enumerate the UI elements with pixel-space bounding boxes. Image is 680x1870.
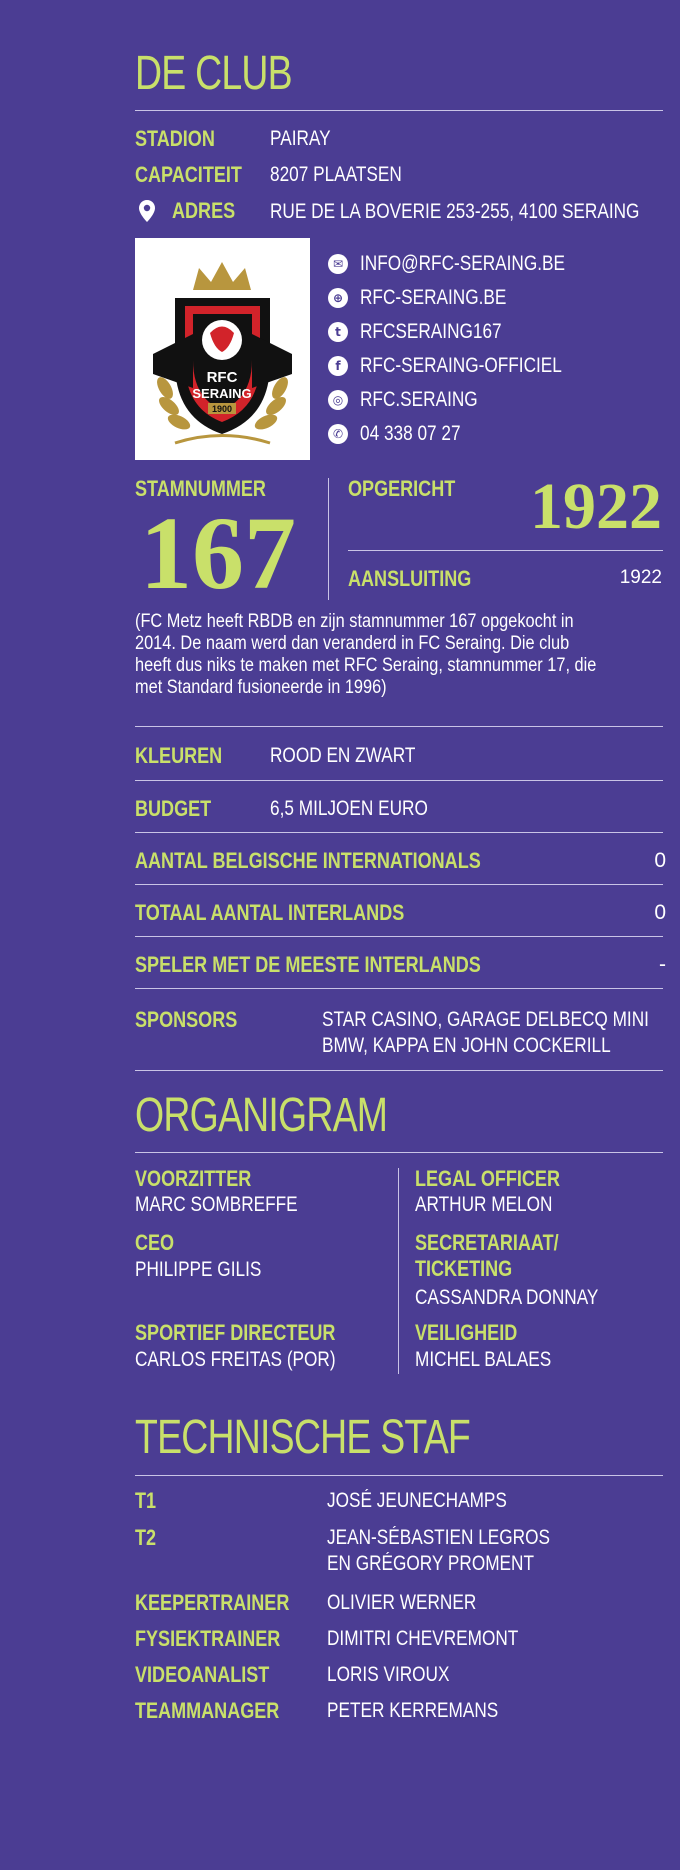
videoanalist-label: VIDEOANALIST xyxy=(135,1662,270,1687)
section-title-club: DE CLUB xyxy=(135,47,292,100)
capaciteit-label: CAPACITEIT xyxy=(135,162,242,187)
location-pin-icon xyxy=(137,199,157,223)
internationals-label: AANTAL BELGISCHE INTERNATIONALS xyxy=(135,848,481,873)
stamnummer-note: (FC Metz heeft RBDB en zijn stamnummer 167 opgekocht in 2014. De naam werd dan veranderd in FC Seraing. Die club heeft dus niks te maken met RFC Seraing, stamnummer 17, die met Standard fusioneerde in 1996) xyxy=(135,611,597,698)
kleuren-label: KLEUREN xyxy=(135,743,223,768)
contact-facebook-text: RFC-SERAING-OFFICIEL xyxy=(360,354,562,377)
stadion-label: STADION xyxy=(135,126,215,151)
opgericht-value: 1922 xyxy=(530,470,662,543)
club-logo xyxy=(135,238,310,460)
teammanager-label: TEAMMANAGER xyxy=(135,1698,280,1723)
voorzitter-label: VOORZITTER xyxy=(135,1166,252,1191)
veiligheid-value: MICHEL BALAES xyxy=(415,1348,552,1371)
contact-phone[interactable] xyxy=(328,419,483,449)
divider xyxy=(135,936,663,937)
t1-label: T1 xyxy=(135,1488,157,1513)
videoanalist-value: LORIS VIROUX xyxy=(327,1663,450,1686)
budget-label: BUDGET xyxy=(135,796,212,821)
contact-instagram-text: RFC.SERAING xyxy=(360,388,478,411)
kleuren-value: ROOD EN ZWART xyxy=(270,744,416,767)
interlands-label: TOTAAL AANTAL INTERLANDS xyxy=(135,900,405,925)
meeste-interlands-label: SPELER MET DE MEESTE INTERLANDS xyxy=(135,952,481,977)
divider xyxy=(135,1475,663,1476)
divider xyxy=(135,780,663,781)
veiligheid-label: VEILIGHEID xyxy=(415,1320,518,1345)
divider xyxy=(135,110,663,111)
contact-website-text: RFC-SERAING.BE xyxy=(360,286,507,309)
legal-officer-label: LEGAL OFFICER xyxy=(415,1166,560,1191)
interlands-value: 0 xyxy=(654,901,666,924)
divider xyxy=(348,550,663,551)
voorzitter-value: MARC SOMBREFFE xyxy=(135,1193,298,1216)
divider xyxy=(135,1070,663,1071)
sponsors-line-2: BMW, KAPPA EN JOHN COCKERILL xyxy=(322,1034,611,1057)
section-title-organigram: ORGANIGRAM xyxy=(135,1089,388,1142)
divider xyxy=(135,1152,663,1153)
aansluiting-value: 1922 xyxy=(619,567,662,588)
vertical-divider xyxy=(328,478,329,600)
keepertrainer-value: OLIVIER WERNER xyxy=(327,1591,477,1614)
contact-facebook[interactable] xyxy=(328,351,606,381)
sportief-directeur-label: SPORTIEF DIRECTEUR xyxy=(135,1320,336,1345)
email-icon: ✉ xyxy=(328,254,348,274)
globe-icon: ⊕ xyxy=(328,288,348,308)
logo-text-seraing: SERAING xyxy=(192,386,252,401)
contact-twitter-text: RFCSERAING167 xyxy=(360,320,502,343)
ceo-value: PHILIPPE GILIS xyxy=(135,1258,262,1281)
ceo-label: CEO xyxy=(135,1230,175,1255)
adres-label: ADRES xyxy=(172,198,236,223)
opgericht-label: OPGERICHT xyxy=(348,476,456,501)
secretariaat-value: CASSANDRA DONNAY xyxy=(415,1286,599,1309)
t2-value-line-2: EN GRÉGORY PROMENT xyxy=(327,1552,534,1575)
phone-icon: ✆ xyxy=(328,424,348,444)
sponsors-label: SPONSORS xyxy=(135,1007,238,1032)
contact-instagram[interactable] xyxy=(328,385,504,415)
divider xyxy=(135,726,663,727)
t2-value: JEAN-SÉBASTIEN LEGROS xyxy=(327,1526,550,1549)
ticketing-label: TICKETING xyxy=(415,1256,513,1281)
divider xyxy=(135,832,663,833)
section-title-technische-staf: TECHNISCHE STAF xyxy=(135,1411,470,1464)
keepertrainer-label: KEEPERTRAINER xyxy=(135,1590,290,1615)
sponsors-line-1: STAR CASINO, GARAGE DELBECQ MINI xyxy=(322,1008,649,1031)
contact-email-text: INFO@RFC-SERAING.BE xyxy=(360,252,566,275)
fysiektrainer-label: FYSIEKTRAINER xyxy=(135,1626,281,1651)
vertical-divider xyxy=(398,1168,399,1374)
teammanager-value: PETER KERREMANS xyxy=(327,1699,499,1722)
internationals-value: 0 xyxy=(654,849,666,872)
facebook-icon: f xyxy=(328,356,348,376)
legal-officer-value: ARTHUR MELON xyxy=(415,1193,553,1216)
adres-value: RUE DE LA BOVERIE 253-255, 4100 SERAING xyxy=(270,200,640,223)
budget-value: 6,5 MILJOEN EURO xyxy=(270,797,428,820)
logo-text-rfc: RFC xyxy=(206,369,238,386)
logo-text-year: 1900 xyxy=(211,404,233,414)
contact-email[interactable] xyxy=(328,249,610,279)
contact-website[interactable] xyxy=(328,283,539,313)
fysiektrainer-value: DIMITRI CHEVREMONT xyxy=(327,1627,519,1650)
stamnummer-label: STAMNUMMER xyxy=(135,476,266,501)
divider xyxy=(135,884,663,885)
twitter-icon: t xyxy=(328,322,348,342)
contact-twitter[interactable] xyxy=(328,317,533,347)
stamnummer-value: 167 xyxy=(140,496,296,611)
secretariaat-label: SECRETARIAAT/ xyxy=(415,1230,559,1255)
aansluiting-label: AANSLUITING xyxy=(348,566,472,591)
instagram-icon: ◎ xyxy=(328,390,348,410)
t1-value: JOSÉ JEUNECHAMPS xyxy=(327,1489,507,1512)
t2-label: T2 xyxy=(135,1525,157,1550)
capaciteit-value: 8207 PLAATSEN xyxy=(270,163,402,186)
contact-phone-text: 04 338 07 27 xyxy=(360,422,461,445)
meeste-interlands-value: - xyxy=(659,953,666,976)
divider xyxy=(135,988,663,989)
sportief-directeur-value: CARLOS FREITAS (POR) xyxy=(135,1348,336,1371)
stadion-value: PAIRAY xyxy=(270,127,331,150)
